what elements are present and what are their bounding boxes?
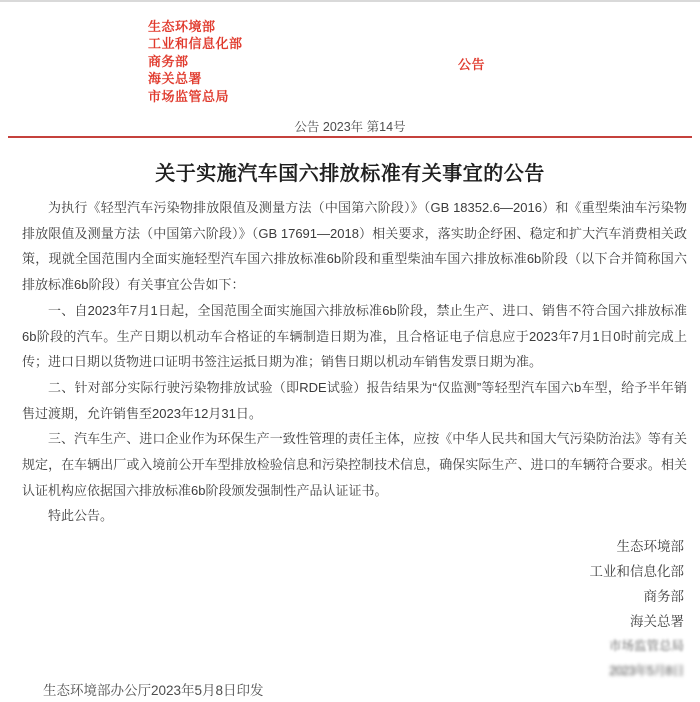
paragraph-closing: 特此公告。 [48, 508, 114, 524]
announcement-type-label: 公告 [458, 57, 486, 72]
signature-date-blurred: 2023年5月8日 [609, 664, 684, 678]
signature-agency: 生态环境部 [616, 539, 684, 554]
signature-agency: 海关总署 [630, 614, 684, 629]
agency-name: 海关总署 [148, 71, 203, 87]
top-divider [0, 0, 700, 2]
agency-name: 市场监管总局 [148, 88, 230, 104]
paragraph-item-3: 三、汽车生产、进口企业作为环保生产一致性管理的责任主体，应按《中华人民共和国大气污染防治法》等有关规定，在车辆出厂或入境前公开车型排放检验信息和污染控制技术信息，确保实际生产、进口的车辆符合要求。相关认证机构应依据国六排放标准6b阶段颁发强制性产品认证证书。 [22, 431, 687, 498]
paragraph-preamble: 为执行《轻型汽车污染物排放限值及测量方法（中国第六阶段）》（GB 18352.6—2016）和《重型柴油车污染物排放限值及测量方法（中国第六阶段）》（GB 17691—2018）相关要求，落实助企纾困、稳定和扩大汽车消费相关政策，现就全国范围内全面实施轻型汽车国六排放标准6b阶段和重型柴油车国六排放标准6b阶段（以下合并简称国六排放标准6b阶段）有关事宜公告如下： [22, 200, 687, 293]
issuing-agencies-list [148, 18, 243, 105]
document-body [22, 195, 687, 529]
document-title: 关于实施汽车国六排放标准有关事宜的公告 [155, 163, 545, 185]
agency-name: 生态环境部 [148, 19, 216, 34]
signature-block [590, 534, 685, 684]
print-distribution-note: 生态环境部办公厅2023年5月8日印发 [43, 683, 264, 698]
agency-name: 商务部 [148, 53, 189, 69]
header-divider-rule [8, 136, 692, 138]
paragraph-item-2: 二、针对部分实际行驶污染物排放试验（即RDE试验）报告结果为“仅监测”等轻型汽车国六b车型，给予半年销售过渡期，允许销售至2023年12月31日。 [22, 379, 687, 421]
paragraph-item-1: 一、自2023年7月1日起，全国范围全面实施国六排放标准6b阶段，禁止生产、进口、销售不符合国六排放标准6b阶段的汽车。生产日期以机动车合格证的车辆制造日期为准，且合格证电子信息应于2023年7月1日0时前完成上传；进口日期以货物进口证明书签注运抵日期为准；销售日期以机动车销售发票日期为准。 [22, 302, 687, 370]
document-number: 公告 2023年 第14号 [294, 120, 406, 134]
signature-agency-blurred: 市场监管总局 [608, 639, 684, 653]
signature-agency: 商务部 [643, 589, 684, 604]
signature-agency: 工业和信息化部 [589, 564, 684, 579]
agency-name: 工业和信息化部 [148, 36, 243, 52]
